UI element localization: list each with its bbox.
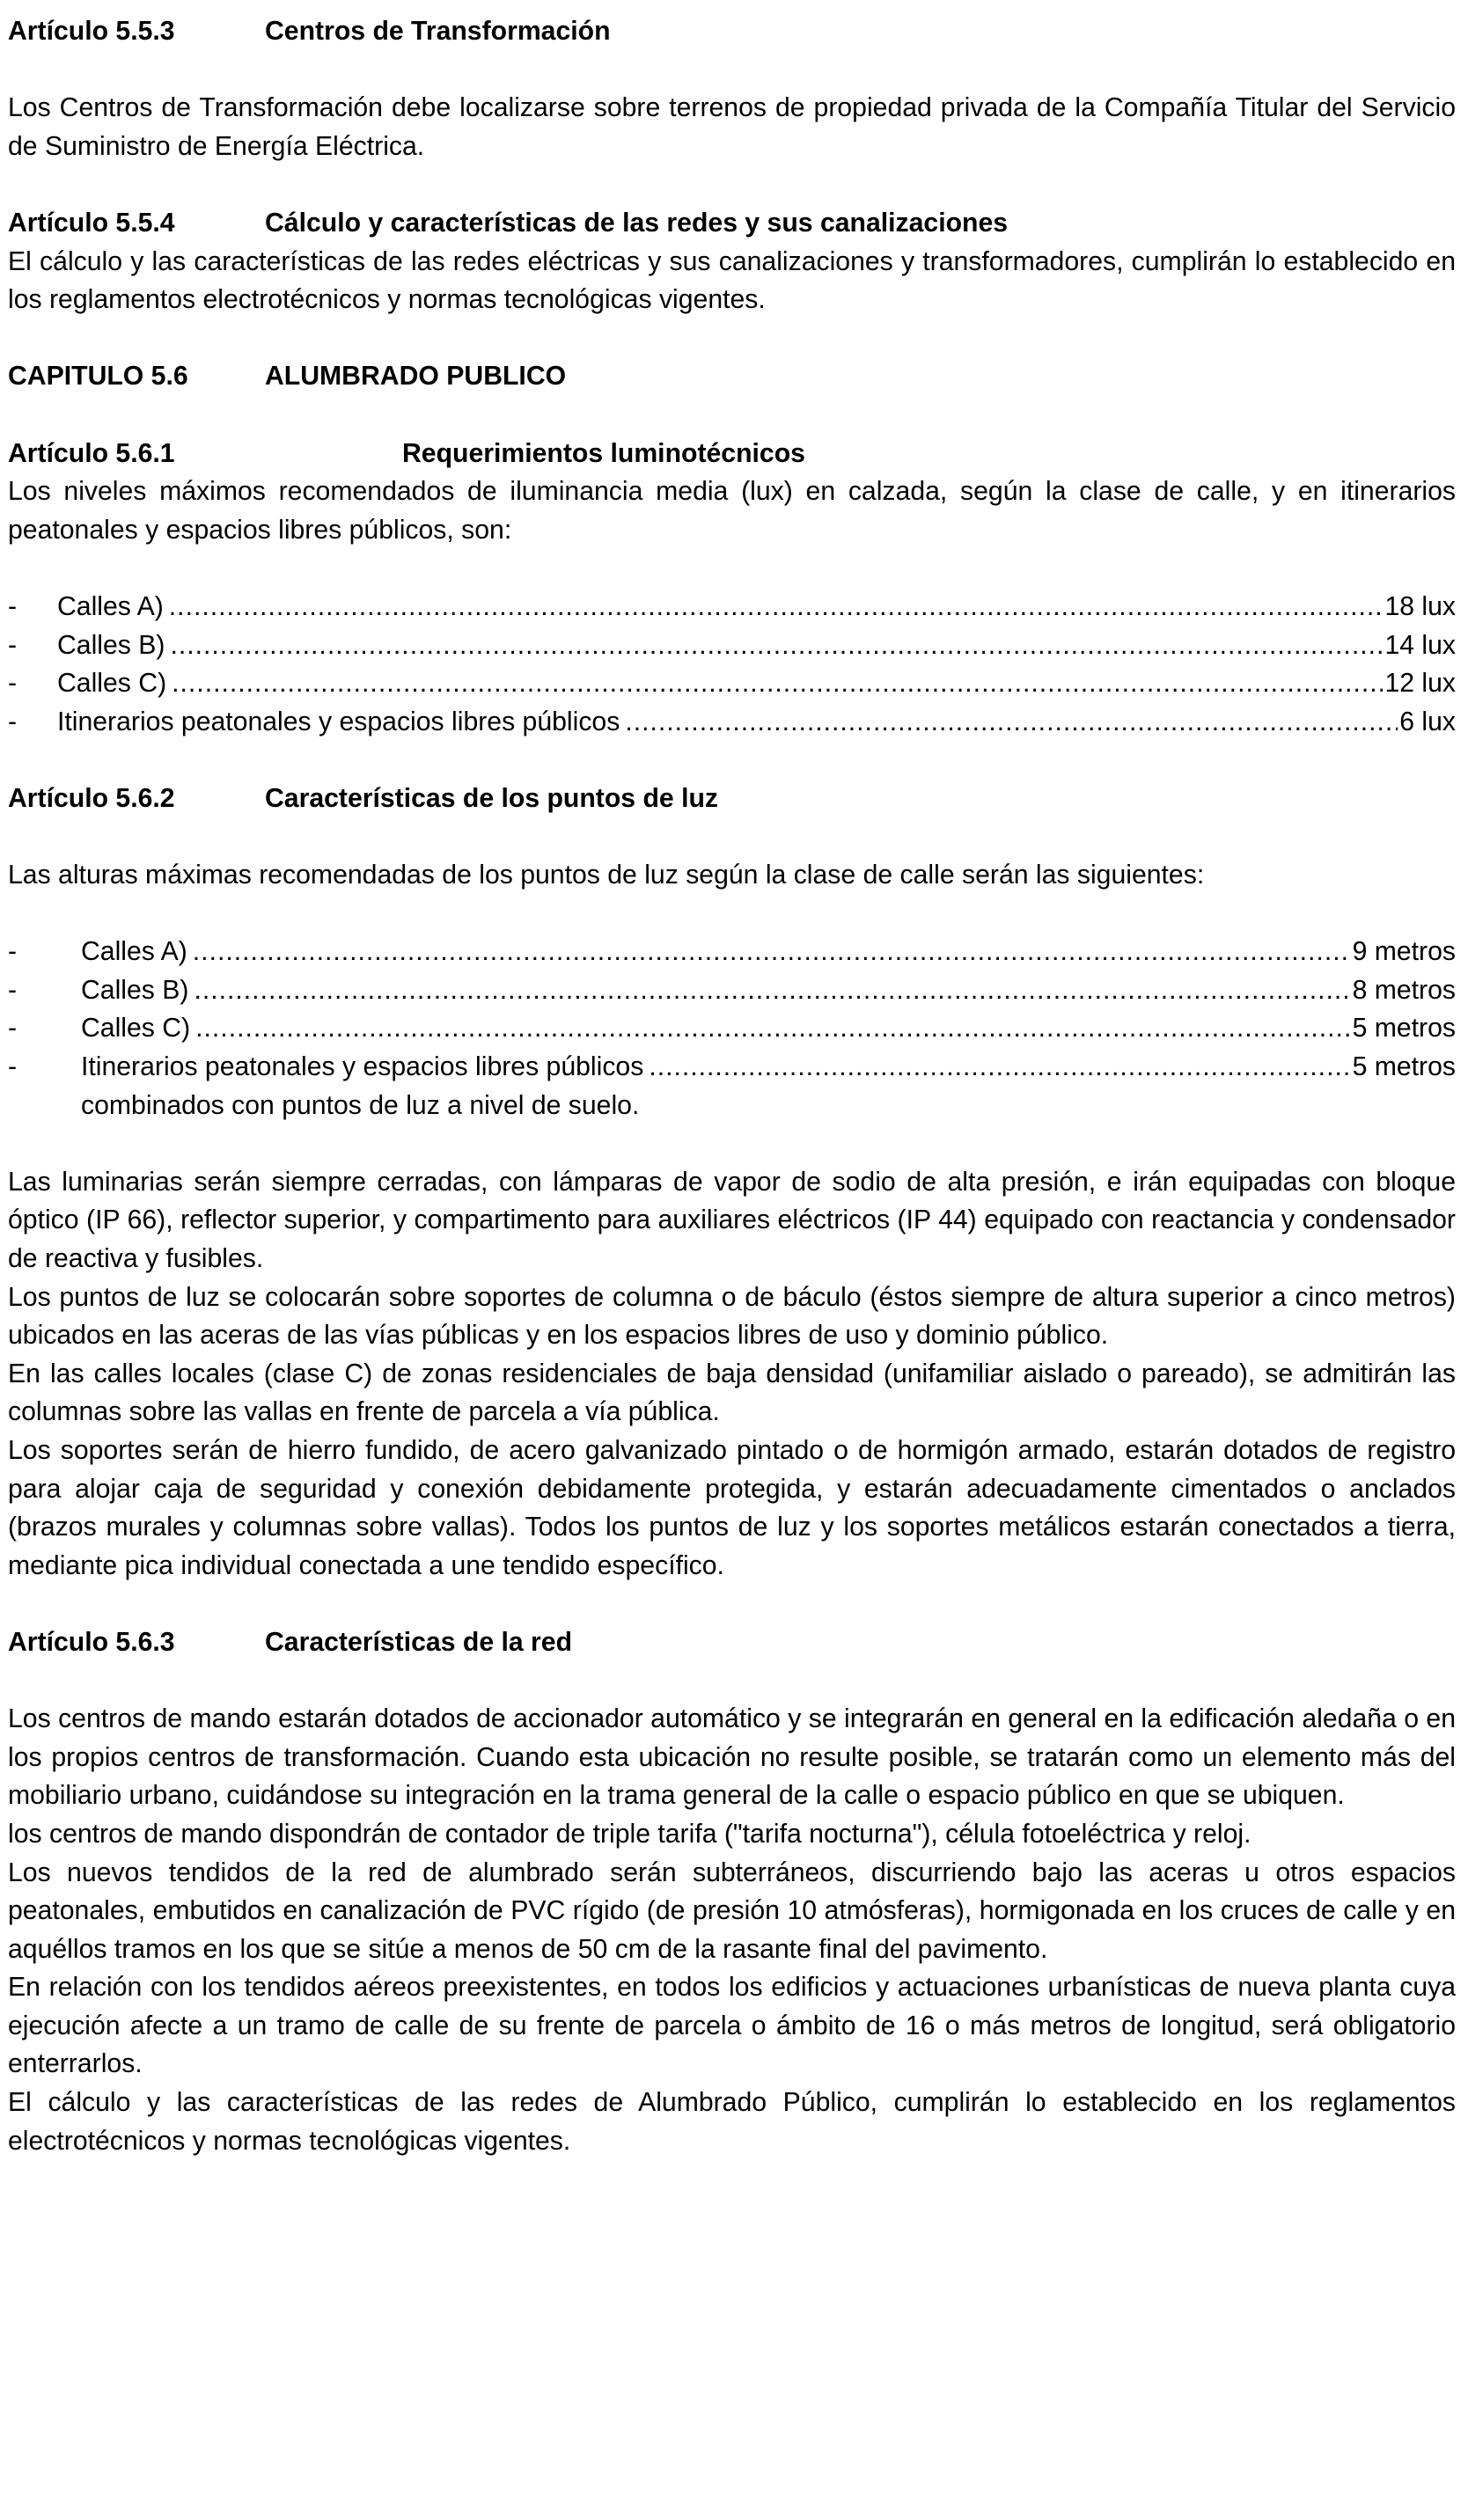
list-item: - Calles C) ..... 5 metros — [8, 1009, 1456, 1048]
item-value: 5 metros — [1352, 1052, 1456, 1082]
paragraph: Los centros de mando estarán dotados de accionador automático y se integrarán en general en la edificación aledaña o en los propios centros de transformación. Cuando esta ubicación no resulte posible, se tratarán como un elemento más del mobiliario urbano, cuidándose su integración en la trama general de la calle o espacio público en que se ubiquen. — [8, 1704, 1456, 1811]
heading-chapter-5-6 — [8, 357, 1456, 396]
heading-art-5-5-3 — [8, 12, 1456, 51]
paragraph: En relación con los tendidos aéreos preexistentes, en todos los edificios y actuaciones urbanísticas de nueva planta cuya ejecución afecte a un tramo de calle de su frente de parcela o ámbito de 16 o más metros de longitud, será obligatorio enterrarlos. — [8, 1973, 1456, 2079]
paragraph: Los puntos de luz se colocarán sobre soportes de columna o de báculo (éstos siempre de altura superior a cinco metros) ubicados en las aceras de las vías públicas y en los espacios libres de uso y dominio público. — [8, 1282, 1456, 1351]
lux-list — [8, 588, 1456, 741]
list-item-continuation: combinados con puntos de luz a nivel de suelo. — [81, 1090, 640, 1120]
paragraph: Los niveles máximos recomendados de iluminancia media (lux) en calzada, según la clase de calle, y en itinerarios peatonales y espacios libres públicos, son: — [8, 477, 1456, 545]
item-value: 6 lux — [1399, 707, 1456, 736]
article-number: Artículo 5.5.4 — [8, 208, 175, 238]
list-item: - Calles B) ..... 14 lux — [8, 626, 1456, 665]
item-label: Itinerarios peatonales y espacios libres públicos — [57, 707, 620, 736]
item-value: 12 lux — [1384, 669, 1456, 699]
list-item: - Calles B) ..... 8 metros — [8, 971, 1456, 1010]
dot-leader — [172, 664, 1383, 703]
list-item: - Calles A) ..... 18 lux — [8, 588, 1456, 626]
item-value: 14 lux — [1384, 630, 1456, 660]
item-label: Calles C) — [81, 1014, 191, 1044]
item-label: Calles B) — [57, 630, 165, 660]
article-number: Artículo 5.6.2 — [8, 783, 175, 813]
heading-art-5-6-1 — [8, 435, 1456, 473]
chapter-title: ALUMBRADO PUBLICO — [265, 362, 567, 392]
item-value: 9 metros — [1352, 937, 1456, 967]
paragraph: Los soportes serán de hierro fundido, de acero galvanizado pintado o de hormigón armado, estarán dotados de registro para alojar caja de seguridad y conexión debidamente protegida, y estarán adecuadamente cimentados o anclados (brazos murales y columnas sobre vallas). Todos los puntos de luz y los soportes metálicos estarán conectados a tierra, mediante pica individual conectada a une tendido específico. — [8, 1435, 1456, 1580]
heading-art-5-6-3 — [8, 1623, 1456, 1662]
list-item: - Calles A) ..... 9 metros — [8, 933, 1456, 971]
item-label: Itinerarios peatonales y espacios libres públicos — [81, 1052, 644, 1082]
paragraph: Las luminarias serán siempre cerradas, con lámparas de vapor de sodio de alta presión, e irán equipadas con bloque óptico (IP 66), reflector superior, y compartimento para auxiliares eléctricos (IP 44) equipado con reactancia y condensador de reactiva y fusibles. — [8, 1167, 1456, 1273]
paragraph: En las calles locales (clase C) de zonas residenciales de baja densidad (unifamiliar aislado o pareado), se admitirán las columnas sobre las vallas en frente de parcela a vía pública. — [8, 1359, 1456, 1427]
dot-leader — [170, 626, 1383, 665]
paragraph: El cálculo y las características de las redes eléctricas y sus canalizaciones y transformadores, cumplirán lo establecido en los reglamentos electrotécnicos y normas tecnológicas vigentes. — [8, 246, 1456, 315]
item-label: Calles B) — [81, 975, 189, 1005]
list-item: - Itinerarios peatonales y espacios libres públicos ..... 6 lux — [8, 703, 1456, 742]
item-value: 18 lux — [1384, 591, 1456, 621]
article-title: Cálculo y características de las redes y sus canalizaciones — [265, 208, 1009, 238]
list-item: - Calles C) ..... 12 lux — [8, 664, 1456, 703]
article-title: Requerimientos luminotécnicos — [402, 438, 805, 468]
heading-art-5-5-4 — [8, 204, 1456, 243]
item-label: Calles C) — [57, 669, 167, 699]
paragraph: El cálculo y las características de las redes de Alumbrado Público, cumplirán lo establecido en los reglamentos electrotécnicos y normas tecnológicas vigentes. — [8, 2088, 1456, 2156]
list-item: - Itinerarios peatonales y espacios libres públicos ..... 5 metros — [8, 1048, 1456, 1087]
item-label: Calles A) — [57, 591, 164, 621]
article-title: Características de la red — [265, 1627, 573, 1657]
dot-leader — [193, 933, 1351, 971]
heading-art-5-6-2 — [8, 780, 1456, 818]
article-number: Artículo 5.6.3 — [8, 1627, 175, 1657]
article-title: Centros de Transformación — [265, 17, 611, 46]
article-number: Artículo 5.6.1 — [8, 438, 175, 468]
item-label: Calles A) — [81, 937, 187, 967]
paragraph: Los Centros de Transformación debe localizarse sobre terrenos de propiedad privada de la Compañía Titular del Servicio de Suministro de Energía Eléctrica. — [8, 93, 1456, 161]
item-value: 5 metros — [1352, 1014, 1456, 1044]
chapter-number: CAPITULO 5.6 — [8, 362, 188, 392]
dot-leader — [195, 1009, 1350, 1048]
dot-leader — [625, 703, 1398, 742]
item-value: 8 metros — [1352, 975, 1456, 1005]
article-number: Artículo 5.5.3 — [8, 17, 175, 46]
paragraph: los centros de mando dispondrán de contador de triple tarifa ("tarifa nocturna"), célula fotoeléctrica y reloj. — [8, 1819, 1251, 1849]
article-title: Características de los puntos de luz — [265, 783, 719, 813]
paragraph: Los nuevos tendidos de la red de alumbrado serán subterráneos, discurriendo bajo las aceras u otros espacios peatonales, embutidos en canalización de PVC rígido (de presión 10 atmósferas), hormigonada en los cruces de calle y en aquéllos tramos en los que se sitúe a menos de 50 cm de la rasante final del pavimento. — [8, 1857, 1456, 1964]
dot-leader — [194, 971, 1350, 1010]
paragraph: Las alturas máximas recomendadas de los puntos de luz según la clase de calle serán las siguientes: — [8, 861, 1205, 890]
heights-list — [8, 933, 1456, 1086]
dot-leader — [649, 1048, 1350, 1087]
dot-leader — [169, 588, 1384, 626]
